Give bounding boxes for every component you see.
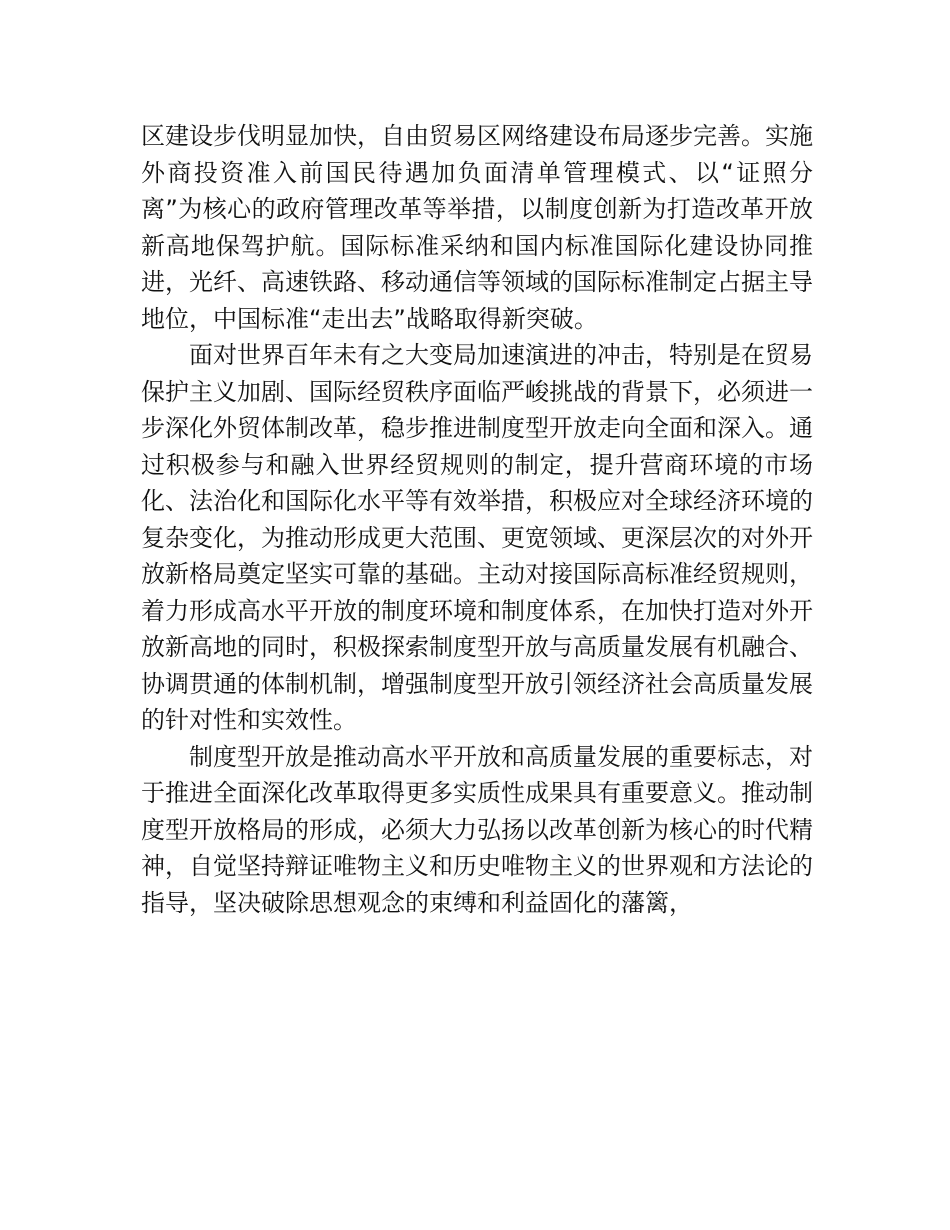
paragraph-continued: 区建设步伐明显加快，自由贸易区网络建设布局逐步完善。实施外商投资准入前国民待遇加负面清单管理模式、以“证照分离”为核心的政府管理改革等举措，以制度创新为打造改革开放新高地保驾护航。国际标准采纳和国内标准国际化建设协同推进，光纤、高速铁路、移动通信等领域的国际标准制定占据主导地位，中国标准“走出去”战略取得新突破。 xyxy=(141,122,813,333)
paragraph: 制度型开放是推动高水平开放和高质量发展的重要标志，对于推进全面深化改革取得更多实质性成果具有重要意义。推动制度型开放格局的形成，必须大力弘扬以改革创新为核心的时代精神，自觉坚持辩证唯物主义和历史唯物主义的世界观和方法论的指导，坚决破除思想观念的束缚和利益固化的藩篱， xyxy=(141,742,813,917)
document-body xyxy=(141,118,813,921)
paragraph: 面对世界百年未有之大变局加速演进的冲击，特别是在贸易保护主义加剧、国际经贸秩序面临严峻挑战的背景下，必须进一步深化外贸体制改革，稳步推进制度型开放走向全面和深入。通过积极参与和融入世界经贸规则的制定，提升营商环境的市场化、法治化和国际化水平等有效举措，积极应对全球经济环境的复杂变化，为推动形成更大范围、更宽领域、更深层次的对外开放新格局奠定坚实可靠的基础。主动对接国际高标准经贸规则，着力形成高水平开放的制度环境和制度体系，在加快打造对外开放新高地的同时，积极探索制度型开放与高质量发展有机融合、协调贯通的体制机制，增强制度型开放引领经济社会高质量发展的针对性和实效性。 xyxy=(141,341,813,734)
